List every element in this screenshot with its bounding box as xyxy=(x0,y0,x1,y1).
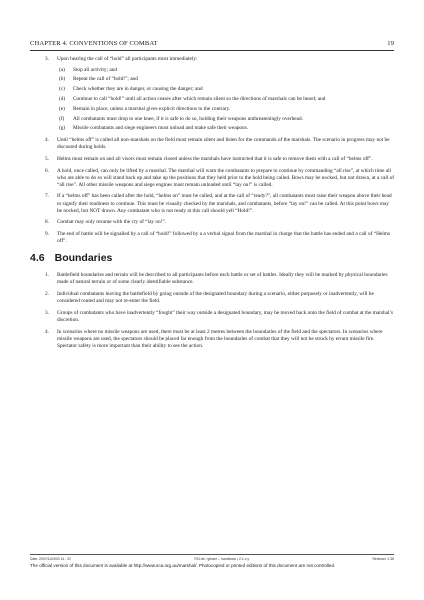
section-heading xyxy=(30,252,394,264)
sub-item-text: Remain in place, unless a marshal gives explicit directions to the contrary. xyxy=(73,105,231,112)
item-number: 4. xyxy=(45,328,49,335)
sub-item-letter: (a) xyxy=(59,66,65,73)
item-number: 6. xyxy=(45,167,49,174)
item-number: 5. xyxy=(45,155,49,162)
item-number: 4. xyxy=(45,137,49,144)
sub-list-item xyxy=(57,125,394,132)
sub-list-item xyxy=(57,106,394,113)
list-item xyxy=(30,219,394,226)
page-header xyxy=(30,40,394,47)
list-item xyxy=(30,231,394,245)
item-text: The end of battle will be signalled by a call of “hold!” followed by a a verbal signal from the marshal in charge that the battle has ended and a call of “Helms off”. xyxy=(57,230,390,245)
list-item xyxy=(30,56,394,132)
sub-item-letter: (c) xyxy=(59,86,65,93)
section-number: 4.6 xyxy=(30,252,45,265)
list-item xyxy=(30,329,394,350)
chapter-title: CHAPTER 4. CONVENTIONS OF COMBAT xyxy=(30,40,158,47)
item-text: Combat may only resume with the cry of “lay on!”. xyxy=(57,219,167,226)
boundaries-list xyxy=(30,272,394,350)
sub-list-item xyxy=(57,96,394,103)
sub-item-letter: (b) xyxy=(59,76,66,83)
item-text: Until “helms off” is called all non-marshals on the field must remain silent and listen for the commands of the marshals. The scenario in progress may not be discussed during holds. xyxy=(57,137,390,151)
list-item xyxy=(30,291,394,305)
page-number: 19 xyxy=(387,40,394,47)
list-item xyxy=(30,137,394,151)
sub-list xyxy=(57,67,394,133)
item-number: 3. xyxy=(45,56,49,62)
sub-item-text: All combatants must drop to one knee, if it is safe to do so, holding their weapons unthreateningly overhead. xyxy=(73,115,303,122)
list-item xyxy=(30,272,394,286)
hold-procedure-list xyxy=(30,56,394,245)
item-number: 7. xyxy=(45,193,49,200)
sub-item-text: Stop all activity; and xyxy=(73,66,117,73)
item-text: Individual combatants leaving the battlefield by going outside of the designated boundary during a scenario, either purposely or inadvertently, will be considered routed and may not re-enter the field. xyxy=(57,290,374,305)
item-text: In scenarios where no missile weapons are used, there must be at least 2 metres between the boundaries of the field and the spectators. In scenarios where missile weapons are used, the spectators should be placed far enough from the boundaries of combat that they will not be struck by errant missile fire. Spectator safety is more important than their ability to see the action. xyxy=(57,328,383,349)
item-number: 8. xyxy=(45,219,49,226)
item-number: 2. xyxy=(45,290,49,297)
item-text: A hold, once called, can only be lifted by a marshal. The marshal will warn the combatants to prepare to continue by commanding “all rise”, at which time all who are able to do so will stand back up and take up the positions that they held prior to the hold being called. Bows may be nocked, but not drawn, at a call of “all rise”. All other missile weapons and siege engines must remain unloaded until “lay on!” is called. xyxy=(57,167,395,188)
item-text: Upon hearing the call of “hold” all participants must immediately: xyxy=(57,56,198,62)
sub-item-letter: (f) xyxy=(59,115,65,122)
item-number: 3. xyxy=(45,309,49,316)
section-title: Boundaries xyxy=(54,252,113,265)
list-item xyxy=(30,156,394,163)
sub-item-text: Continue to call “hold!” until all action ceases after which remain silent so the directions of marshals can be heard; and xyxy=(73,96,326,103)
footer-note: The official version of this document is available at http://www.sca.org.au/marshal/. Photocopied or printed editions of this document are not controlled. xyxy=(30,563,336,568)
item-text: If a “helms off” has been called after the hold, “helms on” must be called, and at the call of “ready?”, all combatants must raise their weapon above their head to signify their readiness to continue. This must be visually checked by the marshals, and combatants, before “lay on!” can be called. At this point bows may be nocked, but NOT drawn. Any combatant who is not ready at this call should yell “Hold!”. xyxy=(57,193,392,214)
item-text: Helms must remain on and all visors must remain closed unless the marshals have instructed that it is safe to remove them with a call of “helms off”. xyxy=(57,155,373,162)
item-number: 9. xyxy=(45,230,49,237)
sub-list-item xyxy=(57,116,394,123)
header-rule xyxy=(30,50,394,51)
item-text: Battlefield boundaries and terrain will be described to all participants before each battle or set of battles. Ideally they will be marked by physical boundaries made of natural terrain or of some clearly identifiable substance. xyxy=(57,272,388,286)
sub-item-letter: (e) xyxy=(59,105,65,112)
item-number: 1. xyxy=(45,272,49,279)
footer-date: Date: 2007/11/2003 14 : 22 xyxy=(30,557,71,561)
footer-meta xyxy=(30,557,394,561)
sub-item-text: Missile combatants and siege engineers must unload and make safe their weapons. xyxy=(73,125,249,132)
footer-rule xyxy=(30,554,394,555)
sub-item-text: Check whether they are in danger, or causing the danger; and xyxy=(73,86,203,93)
sub-list-item xyxy=(57,67,394,74)
sub-list-item xyxy=(57,76,394,83)
sub-item-letter: (g) xyxy=(59,125,66,132)
list-item xyxy=(30,310,394,324)
footer-doc-id: RCLite / glnwm – handbook • 2.1.x.y xyxy=(194,557,250,561)
list-item xyxy=(30,193,394,214)
list-item xyxy=(30,168,394,189)
page-body xyxy=(30,56,394,354)
sub-item-text: Repeat the call of “hold!”; and xyxy=(73,76,138,83)
sub-list-item xyxy=(57,86,394,93)
item-text: Groups of combatants who have inadvertently “fought” their way outside a designated boundary, may be moved back onto the field of combat at the marshal’s discretion. xyxy=(57,309,394,323)
footer-revision: Revision: 1.38 xyxy=(372,557,394,561)
sub-item-letter: (d) xyxy=(59,96,66,103)
